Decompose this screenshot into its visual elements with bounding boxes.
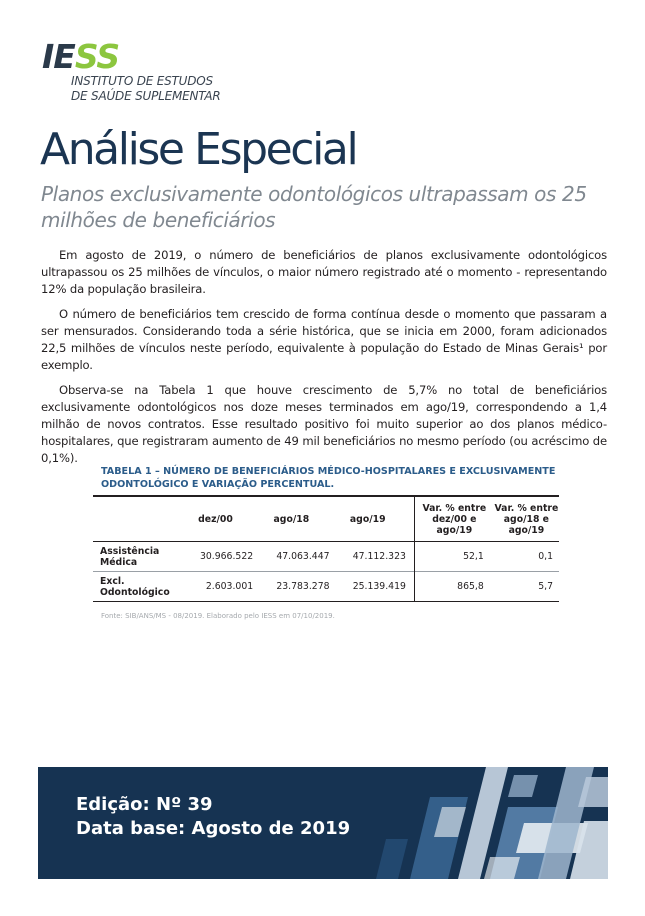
- page-title: Análise Especial: [40, 124, 357, 175]
- table-row: [93, 572, 559, 602]
- page-subtitle: Planos exclusivamente odontológicos ultrapassam os 25 milhões de beneficiários: [41, 182, 587, 232]
- base-date: Data base: Agosto de 2019: [76, 818, 351, 839]
- table-header-cell: ago/19: [349, 513, 386, 525]
- logo-mark: IESS: [42, 37, 120, 76]
- table-cell: 865,8: [414, 572, 493, 602]
- logo-subtitle: [71, 74, 271, 104]
- table-cell: 47.112.323: [352, 551, 406, 562]
- table-cell: 25.139.419: [352, 581, 406, 592]
- body-text: [41, 247, 607, 475]
- table-cell: 30.966.522: [199, 551, 254, 562]
- iess-logo: [42, 37, 221, 103]
- table-source-note: Fonte: SIB/ANS/MS - 08/2019. Elaborado pelo IESS em 07/10/2019.: [101, 612, 335, 620]
- logo-line-1: INSTITUTO DE ESTUDOS: [71, 74, 213, 88]
- table-row: [93, 542, 559, 572]
- table-cell: 52,1: [414, 542, 493, 572]
- logo-line-2: DE SAÚDE SUPLEMENTAR: [71, 89, 221, 103]
- table-header-row: [93, 497, 559, 542]
- footer-banner: [38, 767, 608, 879]
- table-cell: 47.063.447: [276, 551, 330, 562]
- table-cell: 23.783.278: [276, 581, 330, 592]
- paragraph-3: Observa-se na Tabela 1 que houve crescimento de 5,7% no total de beneficiários exclusivamente odontológicos nos doze meses terminados em ago/19, correspondendo a 1,4 milhão de novos contratos. Esse resultado positivo foi muito superior ao dos planos médico-hospitalares, que registraram aumento de 49 mil beneficiários no mesmo período (ou acréscimo de 0,1%).: [41, 383, 607, 465]
- table-title: TABELA 1 – NÚMERO DE BENEFICIÁRIOS MÉDICO-HOSPITALARES E EXCLUSIVAMENTE ODONTOLÓGICO E VARIAÇÃO PERCENTUAL.: [101, 466, 556, 490]
- table-header-cell: [93, 497, 178, 542]
- table-cell: 5,7: [538, 581, 553, 592]
- table-header-cell: Var. % entre ago/18 e ago/19: [494, 502, 559, 536]
- paragraph-1: Em agosto de 2019, o número de beneficiários de planos exclusivamente odontológicos ultrapassou os 25 milhões de vínculos, o maior número registrado até o momento - representando 12% da população brasileira.: [41, 248, 607, 296]
- table-header-cell: ago/18: [273, 513, 310, 525]
- footer-text: [76, 793, 350, 841]
- table-header-cell: Var. % entre dez/00 e ago/19: [414, 497, 493, 542]
- table-cell: 2.603.001: [205, 581, 254, 592]
- table-header-cell: dez/00: [198, 513, 233, 525]
- paragraph-2: O número de beneficiários tem crescido de forma contínua desde o momento que passaram a ser mensurados. Considerando toda a série histórica, que se inicia em 2000, foram adicionados 22,5 milhões de vínculos neste período, equivalente à população do Estado de Minas Gerais¹ por exemplo.: [41, 307, 607, 372]
- edition-number: Edição: Nº 39: [76, 794, 213, 815]
- table-row-label: Assistência Médica: [100, 545, 160, 568]
- table-cell: 0,1: [538, 551, 553, 562]
- beneficiaries-table: [93, 497, 559, 602]
- table-row-label: Excl. Odontológico: [100, 575, 170, 598]
